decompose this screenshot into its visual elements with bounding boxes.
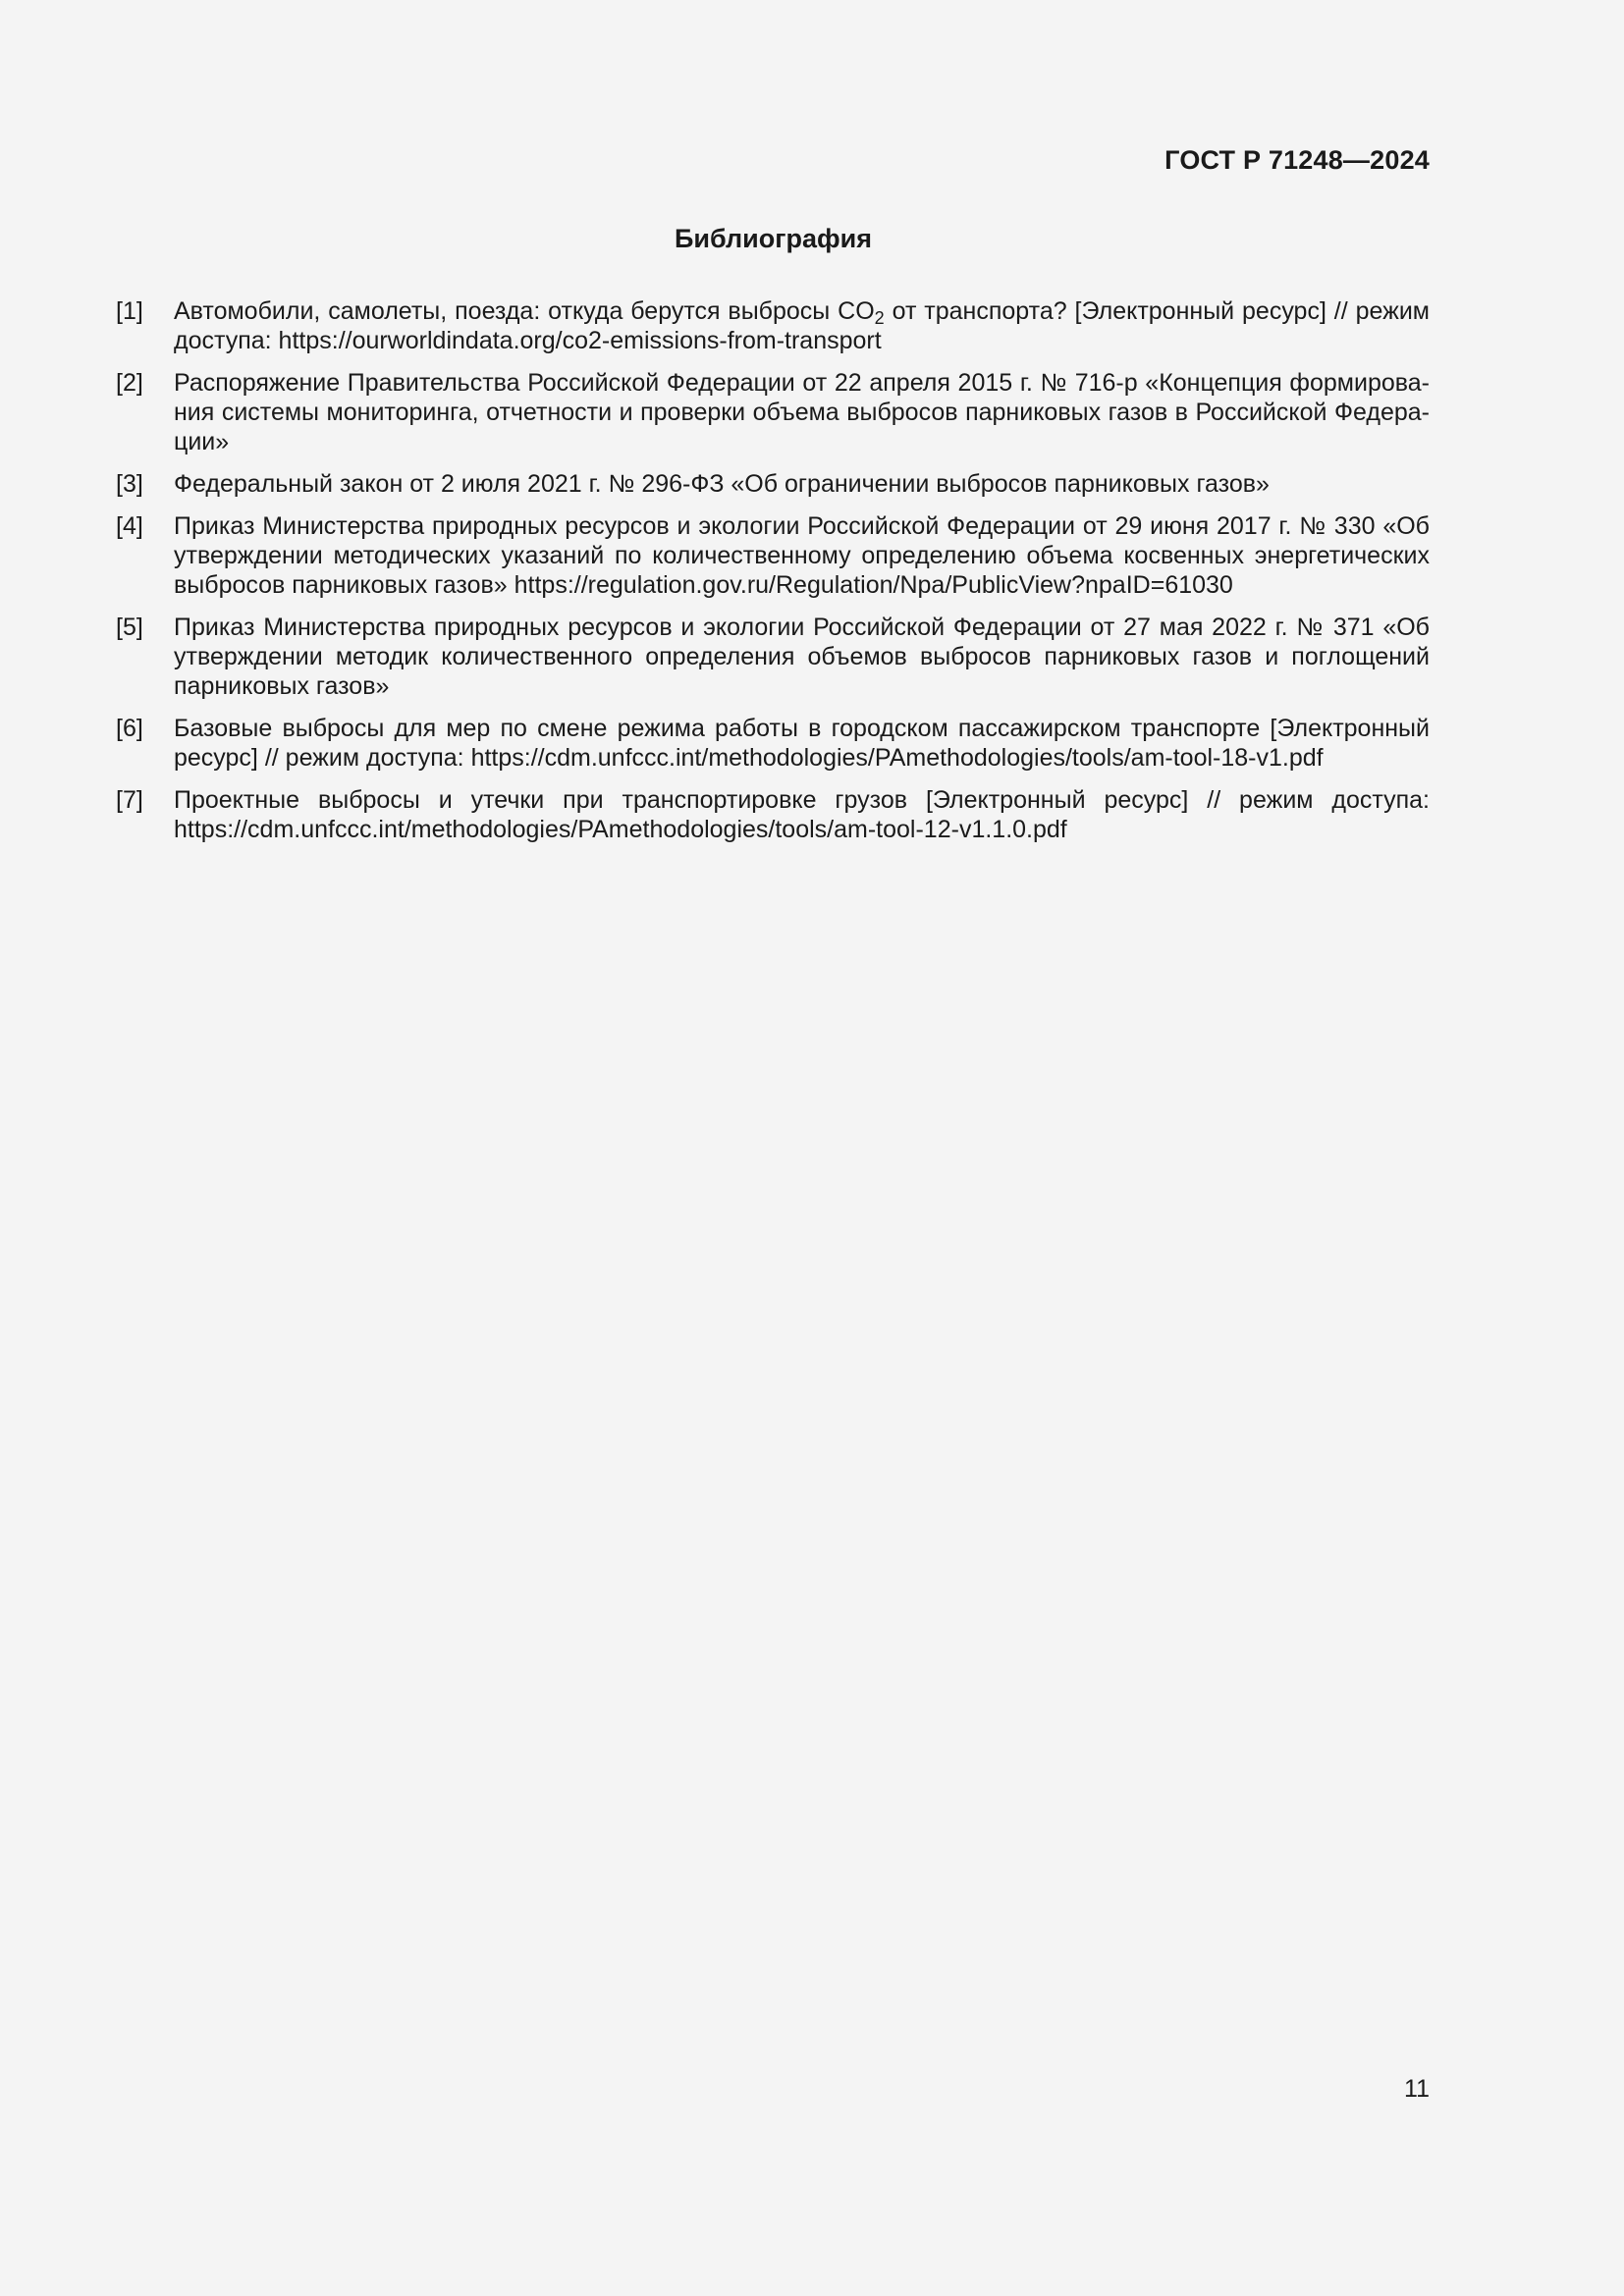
page-number: 11: [1404, 2075, 1430, 2103]
bibliography-item: [116, 785, 1430, 844]
reference-number: [4]: [116, 512, 143, 540]
bibliography-list: [116, 296, 1430, 857]
reference-text: Приказ Министерства природных ресурсов и экологии Российской Федерации от 29 июня 2017 г. № 330 «Об утверждении методических указаний по количественному определению объема косвенных энергетических выбросов парниковых газов» https://regulation.gov.ru/Regulation/Npa/PublicView?npaID=61030: [174, 512, 1430, 599]
bibliography-title: Библиография: [675, 224, 872, 253]
reference-text: Базовые выбросы для мер по смене режима работы в городском пассажирском транспорте [Электронный ресурс] // режим доступа: https://cdm.unfccc.int/methodologies/PAmethodologies/tools/am-tool-18-v1.pdf: [174, 715, 1430, 772]
reference-text: Проектные выбросы и утечки при транспортировке грузов [Электронный ресурс] // режим доступа: https://cdm.unfccc.int/methodologies/PAmethodologies/tools/am-tool-12-v1.1.0.pdf: [174, 786, 1430, 843]
subscript: 2: [874, 308, 885, 328]
reference-text-part: от транспорта? [Электронный ресурс] // режим доступа: https://ourworldindata.org/co2-emissions-from-transport: [174, 297, 1430, 354]
bibliography-item: [116, 469, 1430, 499]
reference-text: Федеральный закон от 2 июля 2021 г. № 296-ФЗ «Об ограничении выбросов парниковых газов»: [174, 470, 1270, 498]
bibliography-item: [116, 296, 1430, 355]
document-code: ГОСТ Р 71248—2024: [1164, 145, 1430, 175]
reference-text-part: Автомобили, самолеты, поезда: откуда берутся выбросы CO: [174, 297, 875, 325]
reference-number: [2]: [116, 369, 143, 397]
reference-text: Распоряжение Правительства Российской Федерации от 22 апреля 2015 г. № 716-р «Концепция формирования системы мониторинга, отчетности и проверки объема выбросов парниковых газов в Российской Федерации»: [174, 369, 1430, 455]
bibliography-item: [116, 368, 1430, 456]
bibliography-item: [116, 613, 1430, 701]
reference-number: [3]: [116, 470, 143, 498]
reference-number: [1]: [116, 297, 143, 325]
reference-number: [5]: [116, 614, 143, 641]
bibliography-item: [116, 714, 1430, 773]
bibliography-item: [116, 511, 1430, 600]
reference-number: [6]: [116, 715, 143, 742]
reference-text: Приказ Министерства природных ресурсов и экологии Российской Федерации от 27 мая 2022 г. № 371 «Об утверждении методик количественного определения объемов выбросов парниковых газов и поглощений парниковых газов»: [174, 614, 1430, 700]
reference-text: [174, 296, 1430, 355]
reference-number: [7]: [116, 786, 143, 814]
